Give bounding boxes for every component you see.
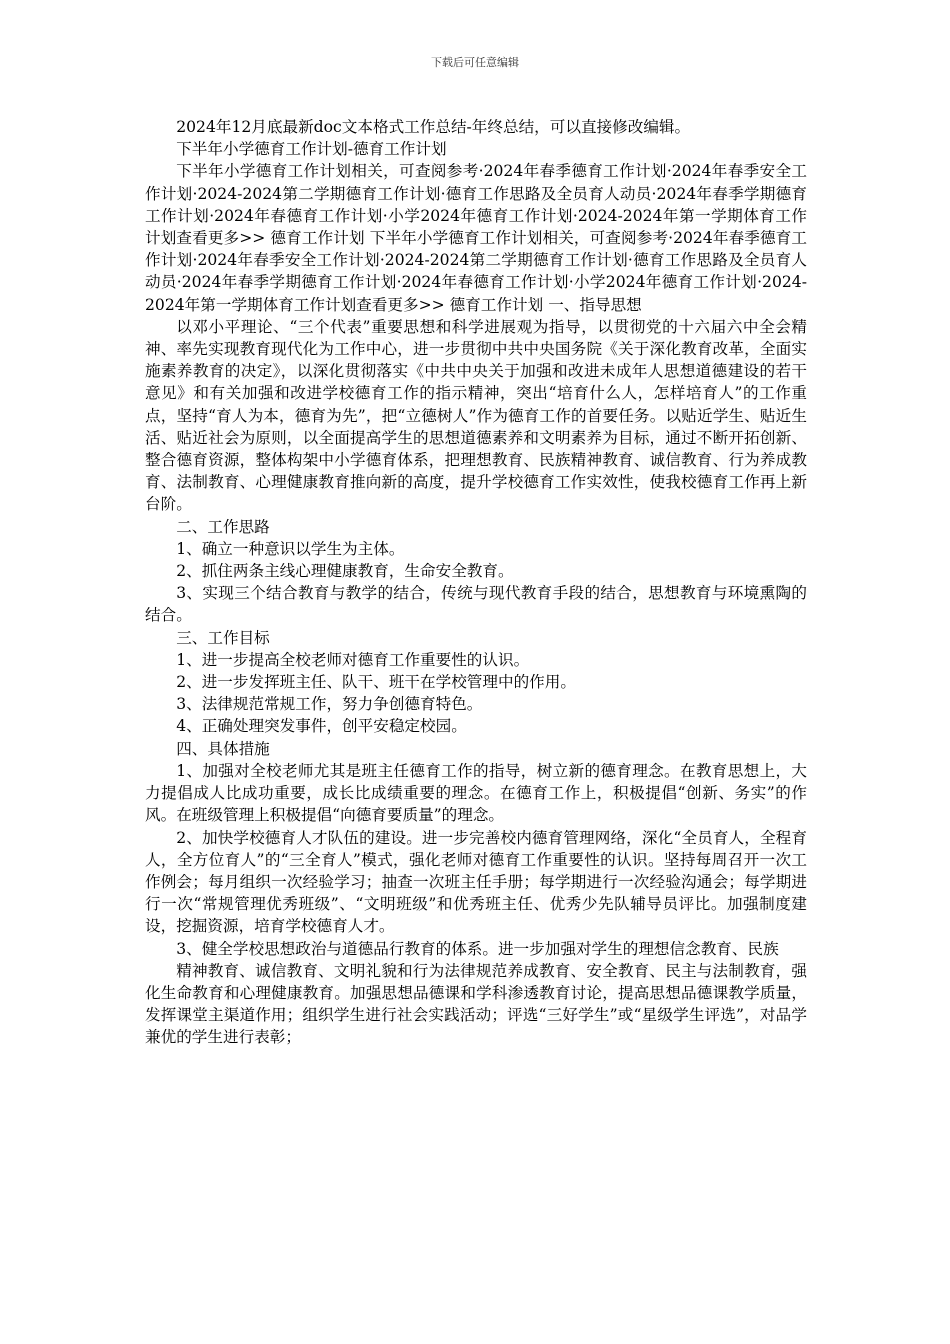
work-goal-item-4: 4、正确处理突发事件，创平安稳定校园。	[176, 717, 467, 736]
guiding-ideology-paragraph: 以邓小平理论、“三个代表”重要思想和科学进展观为指导，以贯彻党的十六届六中全会精神、率先实现教育现代化为工作中心，进一步贯彻中共中央国务院《关于深化教育改革，全面实施素养教育的决定》，以深化贯彻落实《中共中央关于加强和改进未成年人思想道德建设的若干意见》和有关加强和改进学校德育工作的指示精神，突出“培育什么人，怎样培育人”的工作重点，坚持“育人为本，德育为先”，把“立德树人”作为德育工作的首要任务。以贴近学生、贴近生活、贴近社会为原则，以全面提高学生的思想道德素养和文明素养为目标，通过不断开拓创新、整合德育资源，整体构架中小学德育体系，把理想教育、民族精神教育、诚信教育、行为养成教育、法制教育、心理健康教育推向新的高度，提升学校德育工作实效性，使我校德育工作再上新台阶。	[145, 317, 807, 514]
section-heading-work-ideas: 二、工作思路	[176, 517, 270, 536]
work-idea-item-3: 3、实现三个结合教育与教学的结合，传统与现代教育手段的结合，思想教育与环境熏陶的结合。	[145, 584, 807, 625]
related-links-paragraph: 下半年小学德育工作计划相关，可查阅参考·2024年春季德育工作计划·2024年春季安全工作计划·2024-2024第二学期德育工作计划·德育工作思路及全员育人动员·2024年春季学期德育工作计划·2024年春德育工作计划·小学2024年德育工作计划·2024-2024年第一学期体育工作计划查看更多>> 德育工作计划 下半年小学德育工作计划相关，可查阅参考·2024年春季德育工作计划·2024年春季安全工作计划·2024-2024第二学期德育工作计划·德育工作思路及全员育人动员·2024年春季学期德育工作计划·2024年春德育工作计划·小学2024年德育工作计划·2024-2024年第一学期体育工作计划查看更多>> 德育工作计划 一、指导思想	[145, 162, 808, 314]
work-idea-item-1: 1、确立一种意识以学生为主体。	[176, 539, 405, 558]
intro-paragraph: 2024年12月底最新doc文本格式工作总结-年终总结，可以直接修改编辑。	[176, 118, 691, 136]
work-idea-item-2: 2、抓住两条主线心理健康教育，生命安全教育。	[176, 562, 514, 581]
work-goal-item-2: 2、进一步发挥班主任、队干、班干在学校管理中的作用。	[176, 673, 576, 692]
measure-item-3: 3、健全学校思想政治与道德品行教育的体系。进一步加强对学生的理想信念教育、民族	[176, 939, 779, 958]
document-body	[145, 116, 807, 1049]
work-goal-item-3: 3、法律规范常规工作，努力争创德育特色。	[176, 695, 483, 714]
measure-item-3-continued: 精神教育、诚信教育、文明礼貌和行为法律规范养成教育、安全教育、民主与法制教育，强化生命教育和心理健康教育。加强思想品德课和学科渗透教育讨论，提高思想品德课教学质量，发挥课堂主渠道作用；组织学生进行社会实践活动；评选“三好学生”或“星级学生评选”，对品学兼优的学生进行表彰；	[145, 961, 807, 1047]
section-heading-measures: 四、具体措施	[176, 739, 270, 758]
section-heading-work-goals: 三、工作目标	[176, 628, 270, 647]
measure-item-2: 2、加快学校德育人才队伍的建设。进一步完善校内德育管理网络，深化“全员育人，全程育人，全方位育人”的“三全育人”模式，强化老师对德育工作重要性的认识。坚持每周召开一次工作例会；每月组织一次经验学习；抽查一次班主任手册；每学期进行一次经验沟通会；每学期进行一次“常规管理优秀班级”、“文明班级”和优秀班主任、优秀少先队辅导员评比。加强制度建设，挖掘资源，培育学校德育人才。	[145, 828, 807, 936]
page-header-note: 下载后可任意编辑	[431, 56, 519, 69]
work-goal-item-1: 1、进一步提高全校老师对德育工作重要性的认识。	[176, 650, 530, 669]
document-title: 下半年小学德育工作计划-德育工作计划	[176, 140, 447, 159]
measure-item-1: 1、加强对全校老师尤其是班主任德育工作的指导，树立新的德育理念。在教育思想上，大力提倡成人比成功重要，成长比成绩重要的理念。在德育工作上，积极提倡“创新、务实”的作风。在班级管理上积极提倡“向德育要质量”的理念。	[145, 761, 807, 825]
